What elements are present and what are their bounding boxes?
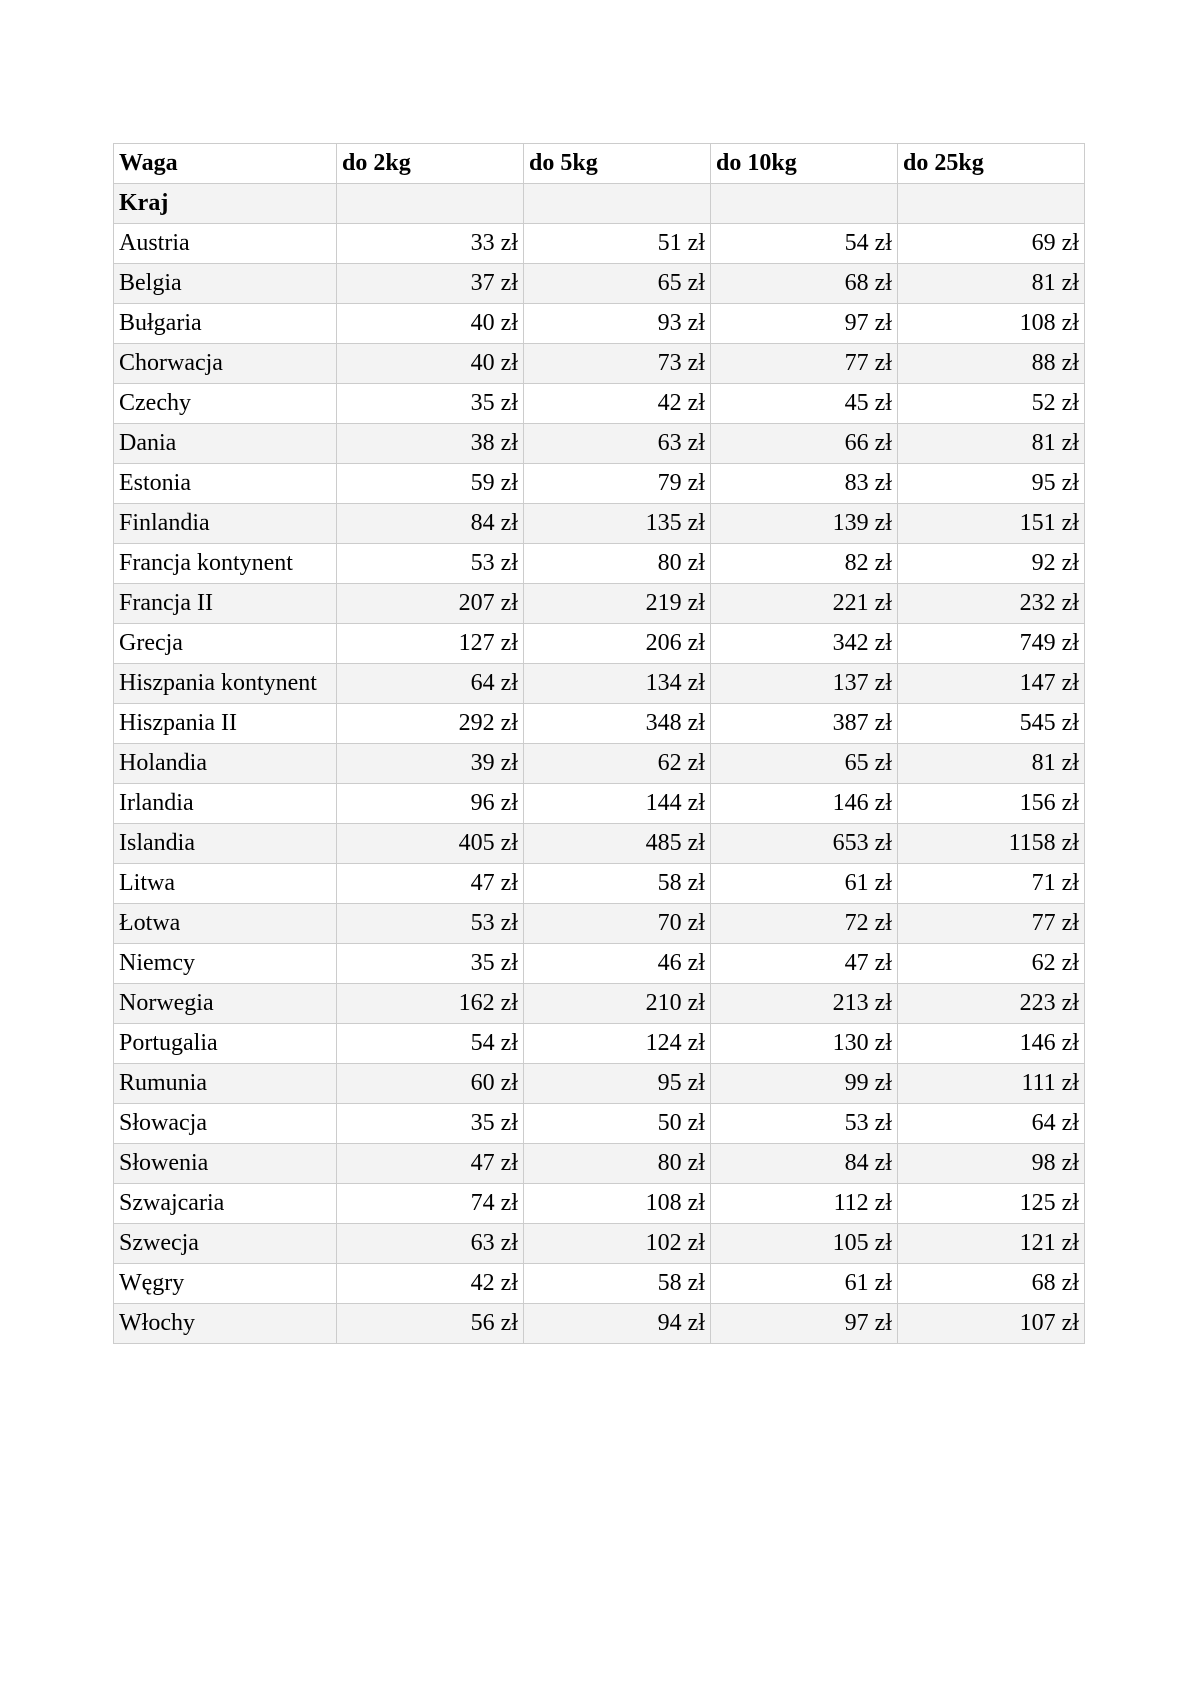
- price-cell: 213 zł: [711, 984, 898, 1024]
- price-cell: 108 zł: [898, 304, 1085, 344]
- price-cell: 105 zł: [711, 1224, 898, 1264]
- price-cell: 54 zł: [711, 224, 898, 264]
- price-cell: 342 zł: [711, 624, 898, 664]
- price-cell: 219 zł: [524, 584, 711, 624]
- price-cell: 53 zł: [711, 1104, 898, 1144]
- price-cell: 54 zł: [337, 1024, 524, 1064]
- price-cell: 545 zł: [898, 704, 1085, 744]
- price-cell: 35 zł: [337, 944, 524, 984]
- table-row: [114, 424, 1085, 464]
- country-cell: Rumunia: [114, 1064, 337, 1104]
- country-cell: Francja II: [114, 584, 337, 624]
- price-cell: 107 zł: [898, 1304, 1085, 1344]
- subheader-empty-cell: [711, 184, 898, 224]
- table-row: [114, 824, 1085, 864]
- price-cell: 68 zł: [898, 1264, 1085, 1304]
- price-cell: 81 zł: [898, 264, 1085, 304]
- table-row: [114, 264, 1085, 304]
- price-cell: 139 zł: [711, 504, 898, 544]
- country-cell: Estonia: [114, 464, 337, 504]
- price-cell: 83 zł: [711, 464, 898, 504]
- price-cell: 65 zł: [711, 744, 898, 784]
- table-row: [114, 1144, 1085, 1184]
- price-cell: 97 zł: [711, 1304, 898, 1344]
- price-cell: 135 zł: [524, 504, 711, 544]
- price-cell: 749 zł: [898, 624, 1085, 664]
- price-cell: 80 zł: [524, 1144, 711, 1184]
- country-cell: Islandia: [114, 824, 337, 864]
- country-cell: Węgry: [114, 1264, 337, 1304]
- price-cell: 210 zł: [524, 984, 711, 1024]
- price-cell: 99 zł: [711, 1064, 898, 1104]
- price-cell: 92 zł: [898, 544, 1085, 584]
- price-cell: 146 zł: [711, 784, 898, 824]
- price-cell: 37 zł: [337, 264, 524, 304]
- country-cell: Litwa: [114, 864, 337, 904]
- price-cell: 125 zł: [898, 1184, 1085, 1224]
- table-row: [114, 384, 1085, 424]
- price-cell: 77 zł: [898, 904, 1085, 944]
- price-cell: 51 zł: [524, 224, 711, 264]
- price-cell: 95 zł: [524, 1064, 711, 1104]
- table-row: [114, 584, 1085, 624]
- price-cell: 58 zł: [524, 1264, 711, 1304]
- table-row: [114, 1024, 1085, 1064]
- header-row: [114, 144, 1085, 184]
- table-row: [114, 984, 1085, 1024]
- price-cell: 348 zł: [524, 704, 711, 744]
- price-cell: 127 zł: [337, 624, 524, 664]
- table-row: [114, 664, 1085, 704]
- price-cell: 79 zł: [524, 464, 711, 504]
- country-cell: Irlandia: [114, 784, 337, 824]
- price-cell: 221 zł: [711, 584, 898, 624]
- price-cell: 144 zł: [524, 784, 711, 824]
- price-cell: 63 zł: [524, 424, 711, 464]
- price-cell: 64 zł: [337, 664, 524, 704]
- table-row: [114, 464, 1085, 504]
- price-cell: 111 zł: [898, 1064, 1085, 1104]
- price-cell: 84 zł: [337, 504, 524, 544]
- price-cell: 137 zł: [711, 664, 898, 704]
- country-cell: Portugalia: [114, 1024, 337, 1064]
- price-cell: 62 zł: [524, 744, 711, 784]
- price-cell: 97 zł: [711, 304, 898, 344]
- table-row: [114, 1224, 1085, 1264]
- price-cell: 64 zł: [898, 1104, 1085, 1144]
- price-cell: 95 zł: [898, 464, 1085, 504]
- price-cell: 47 zł: [337, 1144, 524, 1184]
- price-cell: 60 zł: [337, 1064, 524, 1104]
- country-cell: Hiszpania kontynent: [114, 664, 337, 704]
- price-cell: 80 zł: [524, 544, 711, 584]
- price-cell: 146 zł: [898, 1024, 1085, 1064]
- country-cell: Niemcy: [114, 944, 337, 984]
- table-row: [114, 864, 1085, 904]
- table-head: [114, 144, 1085, 224]
- price-cell: 58 zł: [524, 864, 711, 904]
- price-cell: 156 zł: [898, 784, 1085, 824]
- price-cell: 72 zł: [711, 904, 898, 944]
- price-cell: 42 zł: [337, 1264, 524, 1304]
- header-col-5kg: do 5kg: [524, 144, 711, 184]
- table-row: [114, 944, 1085, 984]
- price-cell: 292 zł: [337, 704, 524, 744]
- price-cell: 38 zł: [337, 424, 524, 464]
- price-cell: 50 zł: [524, 1104, 711, 1144]
- price-cell: 62 zł: [898, 944, 1085, 984]
- price-cell: 232 zł: [898, 584, 1085, 624]
- price-cell: 82 zł: [711, 544, 898, 584]
- table-body: [114, 224, 1085, 1344]
- country-cell: Łotwa: [114, 904, 337, 944]
- price-cell: 98 zł: [898, 1144, 1085, 1184]
- price-cell: 66 zł: [711, 424, 898, 464]
- table-row: [114, 504, 1085, 544]
- price-cell: 121 zł: [898, 1224, 1085, 1264]
- price-cell: 68 zł: [711, 264, 898, 304]
- price-cell: 65 zł: [524, 264, 711, 304]
- header-label-waga: Waga: [114, 144, 337, 184]
- price-cell: 223 zł: [898, 984, 1085, 1024]
- price-cell: 47 zł: [337, 864, 524, 904]
- country-cell: Austria: [114, 224, 337, 264]
- price-cell: 53 zł: [337, 904, 524, 944]
- price-cell: 35 zł: [337, 384, 524, 424]
- price-cell: 93 zł: [524, 304, 711, 344]
- table-row: [114, 344, 1085, 384]
- country-cell: Francja kontynent: [114, 544, 337, 584]
- table-row: [114, 224, 1085, 264]
- country-cell: Szwajcaria: [114, 1184, 337, 1224]
- country-cell: Grecja: [114, 624, 337, 664]
- price-cell: 35 zł: [337, 1104, 524, 1144]
- price-cell: 206 zł: [524, 624, 711, 664]
- table-row: [114, 1184, 1085, 1224]
- subheader-empty-cell: [898, 184, 1085, 224]
- country-cell: Słowenia: [114, 1144, 337, 1184]
- table-row: [114, 304, 1085, 344]
- price-cell: 405 zł: [337, 824, 524, 864]
- price-cell: 56 zł: [337, 1304, 524, 1344]
- country-cell: Słowacja: [114, 1104, 337, 1144]
- price-cell: 59 zł: [337, 464, 524, 504]
- price-cell: 81 zł: [898, 744, 1085, 784]
- table-row: [114, 744, 1085, 784]
- table-row: [114, 1304, 1085, 1344]
- price-cell: 108 zł: [524, 1184, 711, 1224]
- price-cell: 33 zł: [337, 224, 524, 264]
- price-cell: 61 zł: [711, 864, 898, 904]
- table-row: [114, 544, 1085, 584]
- price-cell: 112 zł: [711, 1184, 898, 1224]
- price-cell: 77 zł: [711, 344, 898, 384]
- country-cell: Belgia: [114, 264, 337, 304]
- price-cell: 45 zł: [711, 384, 898, 424]
- shipping-price-table: [113, 143, 1085, 1344]
- country-cell: Włochy: [114, 1304, 337, 1344]
- price-cell: 147 zł: [898, 664, 1085, 704]
- country-cell: Norwegia: [114, 984, 337, 1024]
- price-cell: 151 zł: [898, 504, 1085, 544]
- price-cell: 81 zł: [898, 424, 1085, 464]
- price-cell: 39 zł: [337, 744, 524, 784]
- price-cell: 1158 zł: [898, 824, 1085, 864]
- price-cell: 102 zł: [524, 1224, 711, 1264]
- price-cell: 69 zł: [898, 224, 1085, 264]
- subheader-label-kraj: Kraj: [114, 184, 337, 224]
- country-cell: Holandia: [114, 744, 337, 784]
- table-row: [114, 904, 1085, 944]
- header-col-2kg: do 2kg: [337, 144, 524, 184]
- price-cell: 94 zł: [524, 1304, 711, 1344]
- country-cell: Dania: [114, 424, 337, 464]
- price-cell: 84 zł: [711, 1144, 898, 1184]
- price-cell: 63 zł: [337, 1224, 524, 1264]
- table-row: [114, 1264, 1085, 1304]
- country-cell: Hiszpania II: [114, 704, 337, 744]
- price-cell: 53 zł: [337, 544, 524, 584]
- table-row: [114, 704, 1085, 744]
- subheader-empty-cell: [524, 184, 711, 224]
- table-row: [114, 624, 1085, 664]
- country-cell: Czechy: [114, 384, 337, 424]
- header-col-25kg: do 25kg: [898, 144, 1085, 184]
- price-cell: 162 zł: [337, 984, 524, 1024]
- price-cell: 47 zł: [711, 944, 898, 984]
- price-cell: 124 zł: [524, 1024, 711, 1064]
- price-cell: 52 zł: [898, 384, 1085, 424]
- price-cell: 42 zł: [524, 384, 711, 424]
- price-cell: 207 zł: [337, 584, 524, 624]
- price-cell: 40 zł: [337, 304, 524, 344]
- price-cell: 46 zł: [524, 944, 711, 984]
- country-cell: Szwecja: [114, 1224, 337, 1264]
- price-cell: 134 zł: [524, 664, 711, 704]
- price-cell: 130 zł: [711, 1024, 898, 1064]
- price-cell: 61 zł: [711, 1264, 898, 1304]
- price-cell: 653 zł: [711, 824, 898, 864]
- country-cell: Chorwacja: [114, 344, 337, 384]
- price-cell: 485 zł: [524, 824, 711, 864]
- header-col-10kg: do 10kg: [711, 144, 898, 184]
- country-cell: Bułgaria: [114, 304, 337, 344]
- country-cell: Finlandia: [114, 504, 337, 544]
- price-cell: 71 zł: [898, 864, 1085, 904]
- subheader-empty-cell: [337, 184, 524, 224]
- subheader-row: [114, 184, 1085, 224]
- price-cell: 74 zł: [337, 1184, 524, 1224]
- price-cell: 40 zł: [337, 344, 524, 384]
- table-row: [114, 1064, 1085, 1104]
- price-cell: 88 zł: [898, 344, 1085, 384]
- table-row: [114, 784, 1085, 824]
- price-cell: 70 zł: [524, 904, 711, 944]
- price-cell: 387 zł: [711, 704, 898, 744]
- table-row: [114, 1104, 1085, 1144]
- price-cell: 96 zł: [337, 784, 524, 824]
- price-cell: 73 zł: [524, 344, 711, 384]
